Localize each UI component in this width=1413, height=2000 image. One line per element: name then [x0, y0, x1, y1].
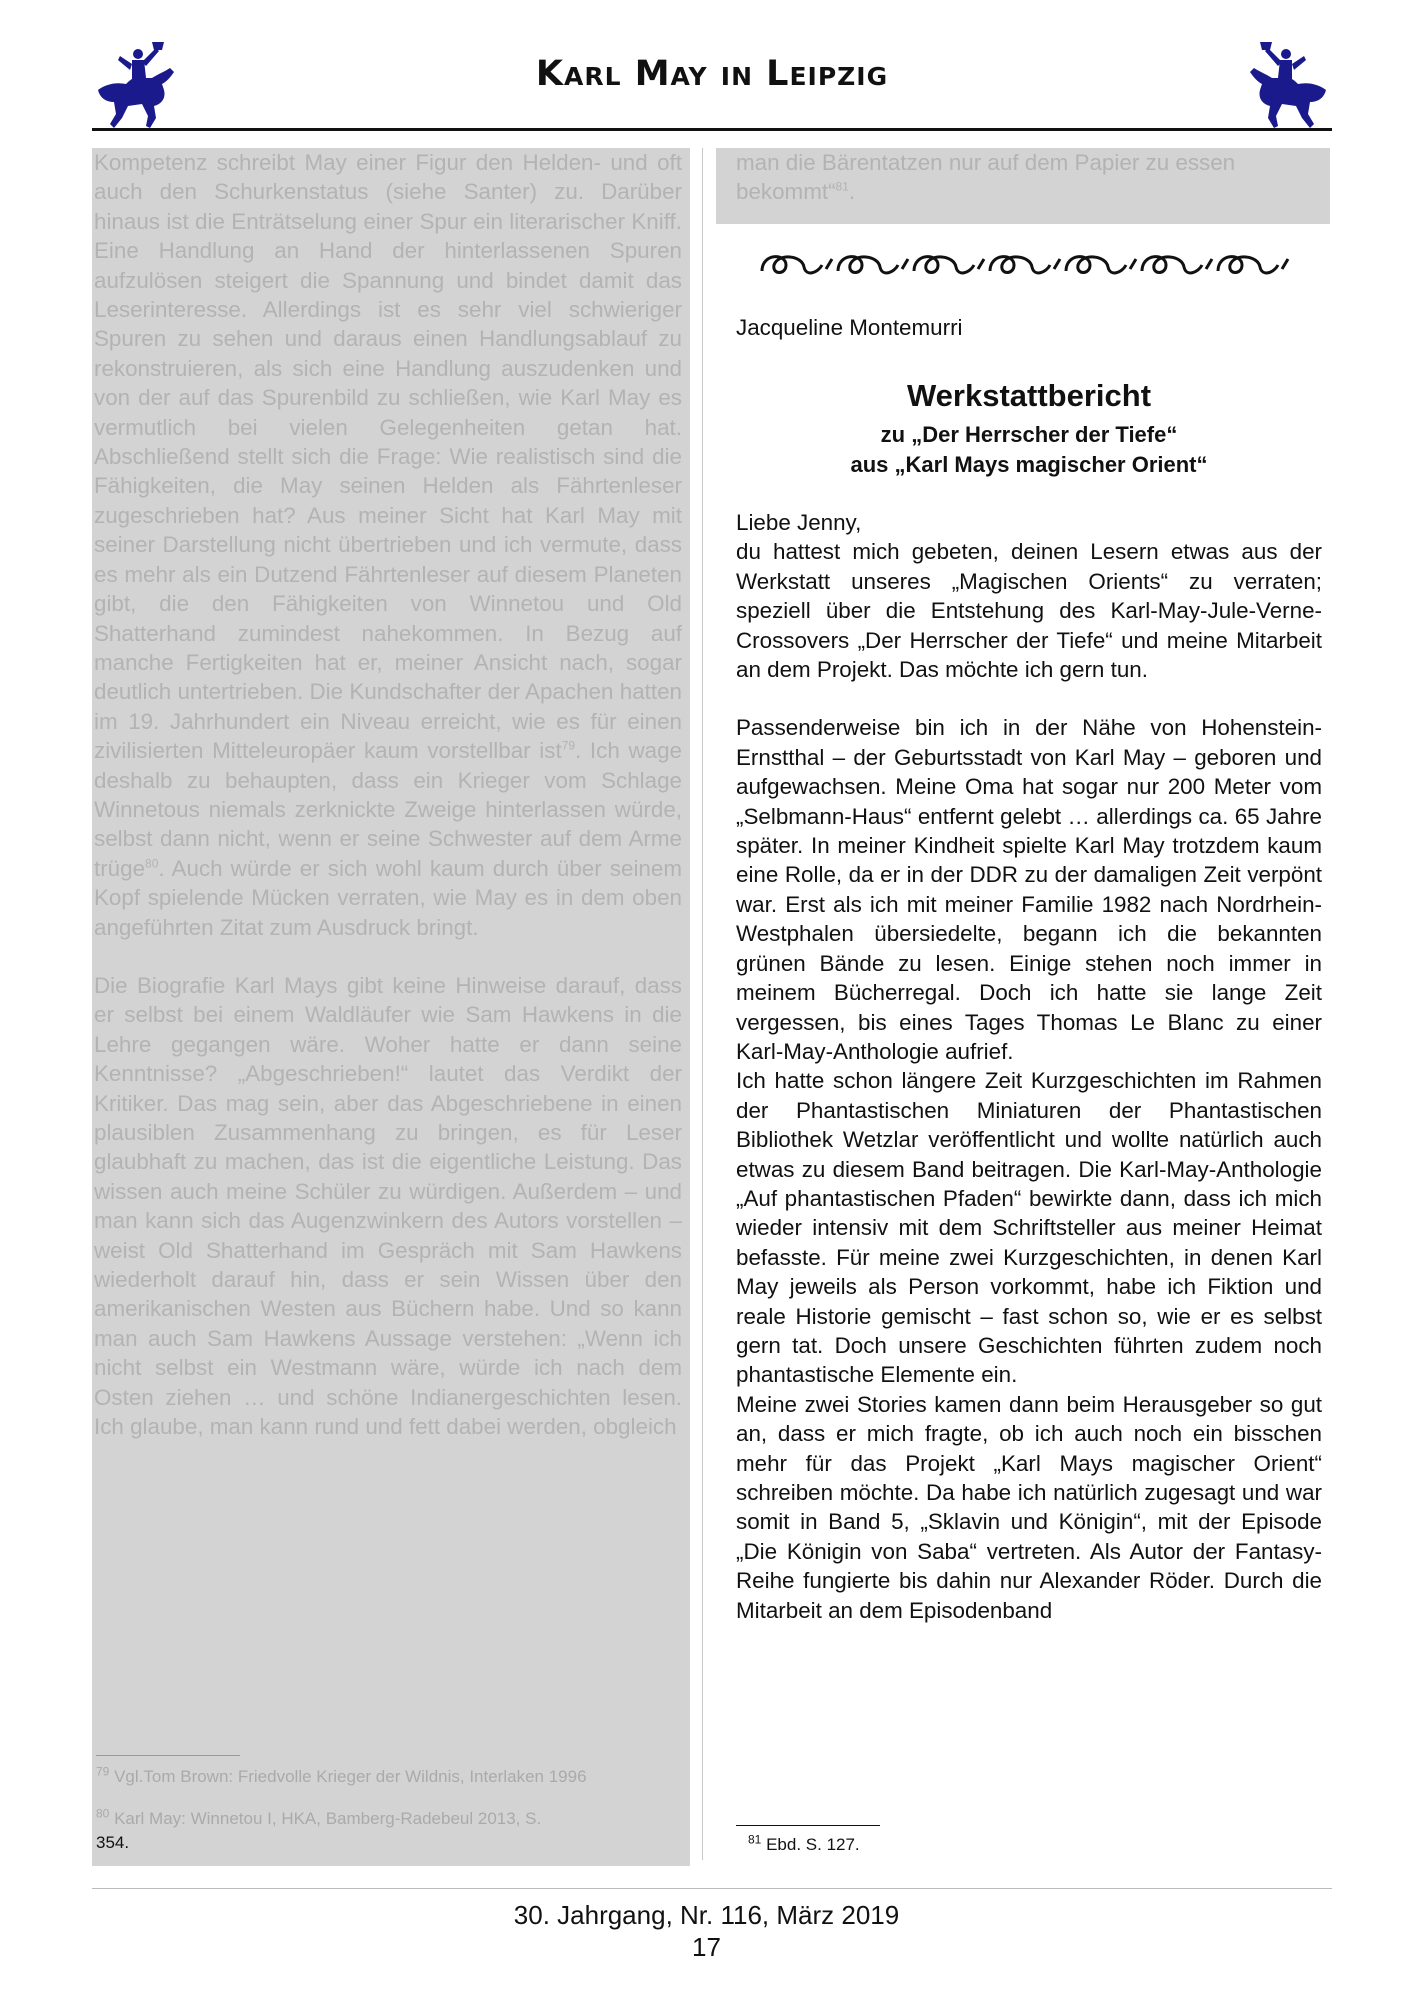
column-divider — [702, 148, 703, 1860]
footnote-79 — [96, 1766, 680, 1787]
left-paragraph-text: . Auch würde er sich wohl kaum durch über seinem Kopf spielende Mücken verraten, wie May es in dem oben angeführten Zitat zum Ausdruck bringt. — [94, 855, 682, 940]
article-subtitle: aus „Karl Mays magischer Orient“ — [850, 452, 1208, 477]
article-subtitle: zu „Der Herrscher der Tiefe“ — [880, 422, 1178, 447]
left-paragraph: Die Biografie Karl Mays gibt keine Hinweise darauf, dass er selbst bei einem Waldläufer wie Sam Hawkens in die Lehre gegangen wäre. Woher hatte er dann seine Kenntnisse? „Abgeschrieben!“ lautet das Verdikt der Kritiker. Das mag sein, aber das Abgeschriebene in einen plausiblen Zusammenhang zu bringen, es für Leser glaubhaft zu machen, das ist die eigentliche Leistung. Das wissen auch meine Schüler zu würdigen. Außerdem – und man kann sich das Augenzwinkern des Autors vorstellen – weist Old Shatterhand im Gespräch mit Sam Hawkens wiederholt darauf hin, dass er sein Wissen über den amerikanischen Westen aus Büchern habe. Und so kann man auch Sam Hawkens Aussage verstehen: „Wenn ich nicht selbst ein Westmann wäre, würde ich nach dem Osten ziehen … und schöne Indianergeschichten lesen. Ich glaube, man kann rund und fett dabei werden, obgleich — [94, 972, 682, 1440]
left-column-text — [94, 148, 682, 1441]
footnote-ref-79: 79 — [561, 738, 576, 753]
footnote-divider — [736, 1825, 880, 1826]
article-body — [736, 508, 1322, 1625]
horse-rider-logo-icon — [1246, 38, 1332, 130]
article-title: Werkstattbericht — [906, 378, 1152, 413]
article-author: Jacqueline Montemurri — [736, 315, 963, 340]
page-header — [92, 38, 1332, 132]
right-column-greyed-box — [716, 148, 1330, 224]
article-paragraph: Passenderweise bin ich in der Nähe von Hohenstein-Ernstthal – der Geburtsstadt von Karl May – geboren und aufgewachsen. Meine Oma hat sogar nur 200 Meter vom „Selbmann-Haus“ entfernt gelebt … allerdings ca. 65 Jahre später. In meiner Kindheit spielte Karl May trotzdem kaum eine Rolle, da er in der DDR zu der damaligen Zeit verpönt war. Erst als ich mit meiner Familie 1982 nach Nordrhein-Westphalen übersiedelte, begann ich die bekannten grünen Bände zu lesen. Einige stehen noch immer in meinem Bücherregal. Doch ich hatte sie lange Zeit vergessen, bis eines Tages Thomas Le Blanc zu einer Karl-May-Anthologie aufrief. — [736, 715, 1322, 1064]
footnote-text: Vgl.Tom Brown: Friedvolle Krieger der Wildnis, Interlaken 1996 — [114, 1767, 587, 1786]
footnote-number: 79 — [96, 1764, 110, 1779]
footnote-text: Ebd. S. 127. — [766, 1835, 860, 1854]
article-paragraph: Meine zwei Stories kamen dann beim Herausgeber so gut an, dass er mich fragte, ob ich auch noch ein bisschen mehr für das Projekt „Karl Mays magischer Orient“ schreiben möchte. Da habe ich natürlich zugesagt und war somit in Band 5, „Sklavin und Königin“, mit der Episode „Die Königin von Saba“ vertreten. Als Autor der Fantasy-Reihe fungierte bis dahin nur Alexander Röder. Durch die Mitarbeit an dem Episodenband — [736, 1391, 1322, 1623]
right-top-text-end: . — [848, 179, 856, 205]
footnote-ref-80: 80 — [145, 856, 159, 871]
footer-divider — [92, 1888, 1332, 1889]
footnote-ref-81: 81 — [835, 179, 849, 194]
article-paragraph: Ich hatte schon längere Zeit Kurzgeschichten im Rahmen der Phantastischen Miniaturen der Phantastischen Bibliothek Wetzlar veröffentlicht und wollte natürlich auch etwas zu diesem Band beitragen. Die Karl-May-Anthologie „Auf phantastischen Pfaden“ bewirkte dann, dass ich mich wieder intensiv mit dem Schriftsteller aus meiner Heimat befasste. Für meine zwei Kurzgeschichten, in denen Karl May jeweils als Person vorkommt, habe ich Fiktion und reale Historie gemischt – fast schon so, wie er es selbst gern tat. Doch unsere Geschichten führten zudem noch phantastische Elemente ein. — [736, 1068, 1322, 1388]
footnote-81 — [748, 1834, 860, 1855]
footnote-number: 80 — [96, 1806, 110, 1821]
header-divider — [92, 128, 1332, 131]
page-number: 17 — [692, 1932, 721, 1962]
footnote-number: 81 — [748, 1832, 762, 1847]
greeting: Liebe Jenny, — [736, 510, 862, 535]
left-paragraph-text: Kompetenz schreibt May einer Figur den Helden- und oft auch den Schurkenstatus (siehe Santer) zu. Darüber hinaus ist die Enträtselung einer Spur ein literarischer Kniff. Eine Handlung an Hand der hinterlassenen Spuren aufzulösen steigert die Spannung und bindet damit das Leserinteresse. Allerdings ist es sehr viel schwieriger Spuren zu sehen und daraus einen Handlungsablauf zu rekonstruieren, als sich eine Handlung auszudenken und von der auf das Spurenbild zu schließen, wie Karl May es vermutlich bei vielen Gelegenheiten getan hat. Abschließend stellt sich die Frage: Wie realistisch sind die Fähigkeiten, die May seinen Helden als Fährtenleser zugeschrieben hat? Aus meiner Sicht hat Karl May mit seiner Darstellung nicht übertrieben und ich vermute, dass es mehr als ein Dutzend Fährtenleser auf diesem Planeten gibt, die den Fähigkeiten von Winnetou und Old Shatterhand zumindest nahekommen. In Bezug auf manche Fertigkeiten hat er, meiner Ansicht nach, sogar deutlich untertrieben. Die Kundschafter der Apachen hatten im 19. Jahrhundert ein Niveau erreicht, wie es für einen zivilisierten Mitteleuropäer kaum vorstellbar ist — [94, 150, 682, 764]
footnote-divider — [96, 1755, 240, 1756]
left-paragraph — [94, 148, 682, 942]
page-header-title: Karl May in Leipzig — [535, 54, 889, 94]
article-paragraph: du hattest mich gebeten, deinen Lesern etwas aus der Werkstatt unseres „Magischen Orients“ zu verraten; speziell über die Entstehung des Karl-May-Jule-Verne-Crossovers „Der Herrscher der Tiefe“ und meine Mitarbeit an dem Projekt. Das möchte ich gern tun. — [736, 539, 1322, 683]
left-column — [92, 148, 690, 1866]
ornament-divider — [756, 245, 1296, 289]
ornament-icon — [756, 245, 1296, 281]
right-top-text — [736, 148, 1326, 207]
footnote-text: Karl May: Winnetou I, HKA, Bamberg-Radebeul 2013, S. — [114, 1809, 542, 1828]
left-paragraph-text: . Ich wage deshalb zu behaupten, dass ein Krieger vom Schlage Winnetous niemals zerknickte Zweige hinterlassen würde, selbst dann nicht, wenn er seine Schwester auf dem Arme trüge — [94, 738, 682, 881]
footnote-80-page: 354. — [96, 1833, 130, 1852]
right-top-text-body: man die Bärentatzen nur auf dem Papier zu essen bekommt“ — [736, 150, 1236, 205]
footnote-80 — [96, 1808, 680, 1829]
issue-info: 30. Jahrgang, Nr. 116, März 2019 — [513, 1900, 900, 1930]
